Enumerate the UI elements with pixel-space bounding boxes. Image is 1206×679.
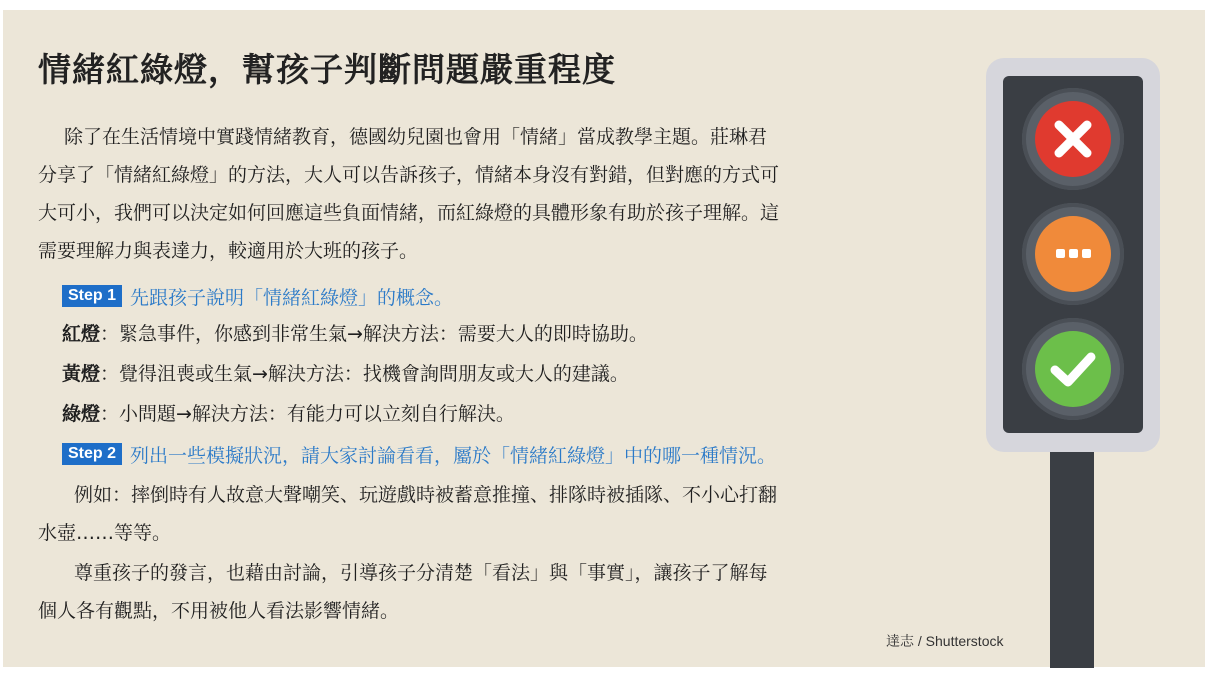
step2-text: 列出一些模擬狀況，請大家討論看看，屬於「情緒紅綠燈」中的哪一種情況。: [130, 444, 777, 467]
cross-icon: [1035, 101, 1111, 177]
light-item-red: [62, 319, 648, 346]
light-label: 黃燈: [62, 363, 101, 385]
intro-paragraph: [38, 118, 918, 270]
green-lamp-face: [1035, 331, 1111, 407]
light-text: ：覺得沮喪或生氣→解決方法：找機會詢問朋友或大人的建議。: [100, 363, 629, 385]
check-icon: [1035, 331, 1111, 407]
step2-row: [62, 440, 776, 468]
light-item-green: [62, 399, 515, 426]
closing-line: 個人各有觀點，不用被他人看法影響情緒。: [38, 600, 400, 622]
yellow-lamp-face: [1035, 216, 1111, 292]
red-lamp: [1022, 88, 1124, 190]
red-lamp-face: [1035, 101, 1111, 177]
yellow-lamp: [1022, 203, 1124, 305]
closing-paragraph: [38, 554, 918, 630]
green-lamp: [1022, 318, 1124, 420]
light-label: 綠燈: [62, 403, 101, 425]
light-label: 紅燈: [62, 323, 101, 345]
intro-line: 分享了「情緒紅綠燈」的方法，大人可以告訴孩子，情緒本身沒有對錯，但對應的方式可: [38, 164, 780, 186]
step1-badge: Step 1: [62, 285, 122, 307]
step1-text: 先跟孩子說明「情緒紅綠燈」的概念。: [130, 286, 454, 309]
ellipsis-icon: [1035, 216, 1111, 292]
example-paragraph: [38, 476, 918, 552]
intro-line: 除了在生活情境中實踐情緒教育，德國幼兒園也會用「情緒」當成教學主題。莊琳君: [64, 126, 768, 148]
light-text: ：小問題→解決方法：有能力可以立刻自行解決。: [100, 403, 515, 425]
example-line: 例如：摔倒時有人故意大聲嘲笑、玩遊戲時被蓄意推撞、排隊時被插隊、不小心打翻: [74, 484, 778, 506]
step1-row: [62, 282, 453, 310]
example-line: 水壺……等等。: [38, 522, 172, 544]
light-item-yellow: [62, 359, 629, 386]
photo-credit: 達志 / Shutterstock: [886, 633, 1004, 649]
article-title: 情緒紅綠燈，幫孩子判斷問題嚴重程度: [38, 50, 616, 89]
traffic-light-pole: [1050, 452, 1094, 668]
light-text: ：緊急事件，你感到非常生氣→解決方法：需要大人的即時協助。: [100, 323, 648, 345]
intro-line: 需要理解力與表達力，較適用於大班的孩子。: [38, 240, 419, 262]
intro-line: 大可小，我們可以決定如何回應這些負面情緒，而紅綠燈的具體形象有助於孩子理解。這: [38, 202, 780, 224]
step2-badge: Step 2: [62, 443, 122, 465]
closing-line: 尊重孩子的發言，也藉由討論，引導孩子分清楚「看法」與「事實」，讓孩子了解每: [74, 562, 768, 584]
